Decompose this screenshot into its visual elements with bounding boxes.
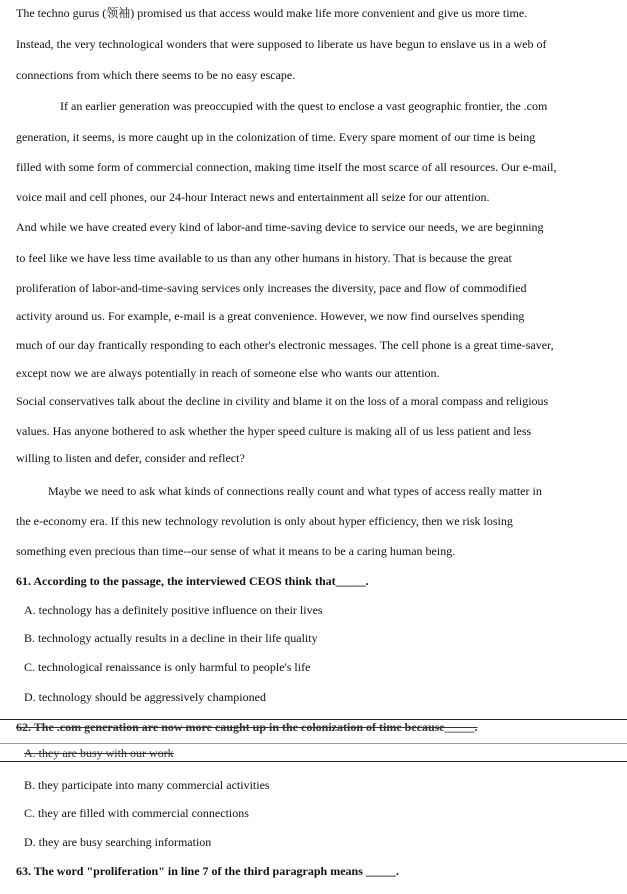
passage-p3-line-6: except now we are always potentially in reach of someone else who wants our attention. [16, 366, 440, 380]
passage-p1-line-3: connections from which there seems to be no easy escape. [16, 68, 296, 82]
question-61-option-b: B. technology actually results in a decline in their life quality [24, 631, 318, 645]
question-61-option-d: D. technology should be aggressively championed [24, 690, 266, 704]
passage-p2-line-1: If an earlier generation was preoccupied with the quest to enclose a vast geographic frontier, the .com [60, 99, 548, 113]
passage-p2-line-3: filled with some form of commercial connection, making time itself the most scarce of all resources. Our e-mail, [16, 160, 557, 174]
question-62-option-d: D. they are busy searching information [24, 835, 212, 849]
passage-p3-line-4: activity around us. For example, e-mail is a great convenience. However, we now find ourselves spending [16, 309, 525, 323]
question-61-option-c: C. technological renaissance is only harmful to people's life [24, 660, 311, 674]
question-61-option-a: A. technology has a definitely positive influence on their lives [24, 603, 323, 617]
passage-p1-line-1: The techno gurus (领袖) promised us that access would make life more convenient and give us more time. [16, 6, 528, 20]
passage-p3-line-5: much of our day frantically responding to each other's electronic messages. The cell phone is a great time-saver, [16, 338, 554, 352]
divider-line [0, 761, 627, 762]
question-61-stem: 61. According to the passage, the interviewed CEOS think that_____. [16, 574, 369, 588]
passage-p4-line-1: Social conservatives talk about the decline in civility and blame it on the loss of a moral compass and religious [16, 394, 549, 408]
passage-p2-line-4: voice mail and cell phones, our 24-hour Interact news and entertainment all seize for our attention. [16, 190, 490, 204]
passage-p4-line-2: values. Has anyone bothered to ask whether the hyper speed culture is making all of us less patient and less [16, 424, 532, 438]
passage-p5-line-3: something even precious than time--our sense of what it means to be a caring human being. [16, 544, 456, 558]
passage-p3-line-3: proliferation of labor-and-time-saving services only increases the diversity, pace and flow of commodified [16, 281, 527, 295]
passage-p3-line-1: And while we have created every kind of labor-and time-saving device to service our needs, we are beginning [16, 220, 544, 234]
passage-p5-line-1: Maybe we need to ask what kinds of connections really count and what types of access really matter in [48, 484, 542, 498]
divider-line [0, 743, 627, 744]
passage-p1-line-2: Instead, the very technological wonders that were supposed to liberate us have begun to enslave us in a web of [16, 37, 547, 51]
question-62-option-c: C. they are filled with commercial connections [24, 806, 249, 820]
question-62-option-a: A. they are busy with our work [24, 746, 174, 760]
passage-p4-line-3: willing to listen and defer, consider and reflect? [16, 451, 245, 465]
question-62-option-b: B. they participate into many commercial activities [24, 778, 270, 792]
passage-p3-line-2: to feel like we have less time available to us than any other humans in history. That is because the great [16, 251, 512, 265]
question-63-stem: 63. The word "proliferation" in line 7 of the third paragraph means _____. [16, 864, 399, 878]
question-62-stem: 62. The .com generation are now more caught up in the colonization of time because_____. [16, 720, 478, 734]
passage-p5-line-2: the e-economy era. If this new technology revolution is only about hyper efficiency, then we risk losing [16, 514, 513, 528]
passage-p2-line-2: generation, it seems, is more caught up in the colonization of time. Every spare moment of our time is being [16, 130, 536, 144]
